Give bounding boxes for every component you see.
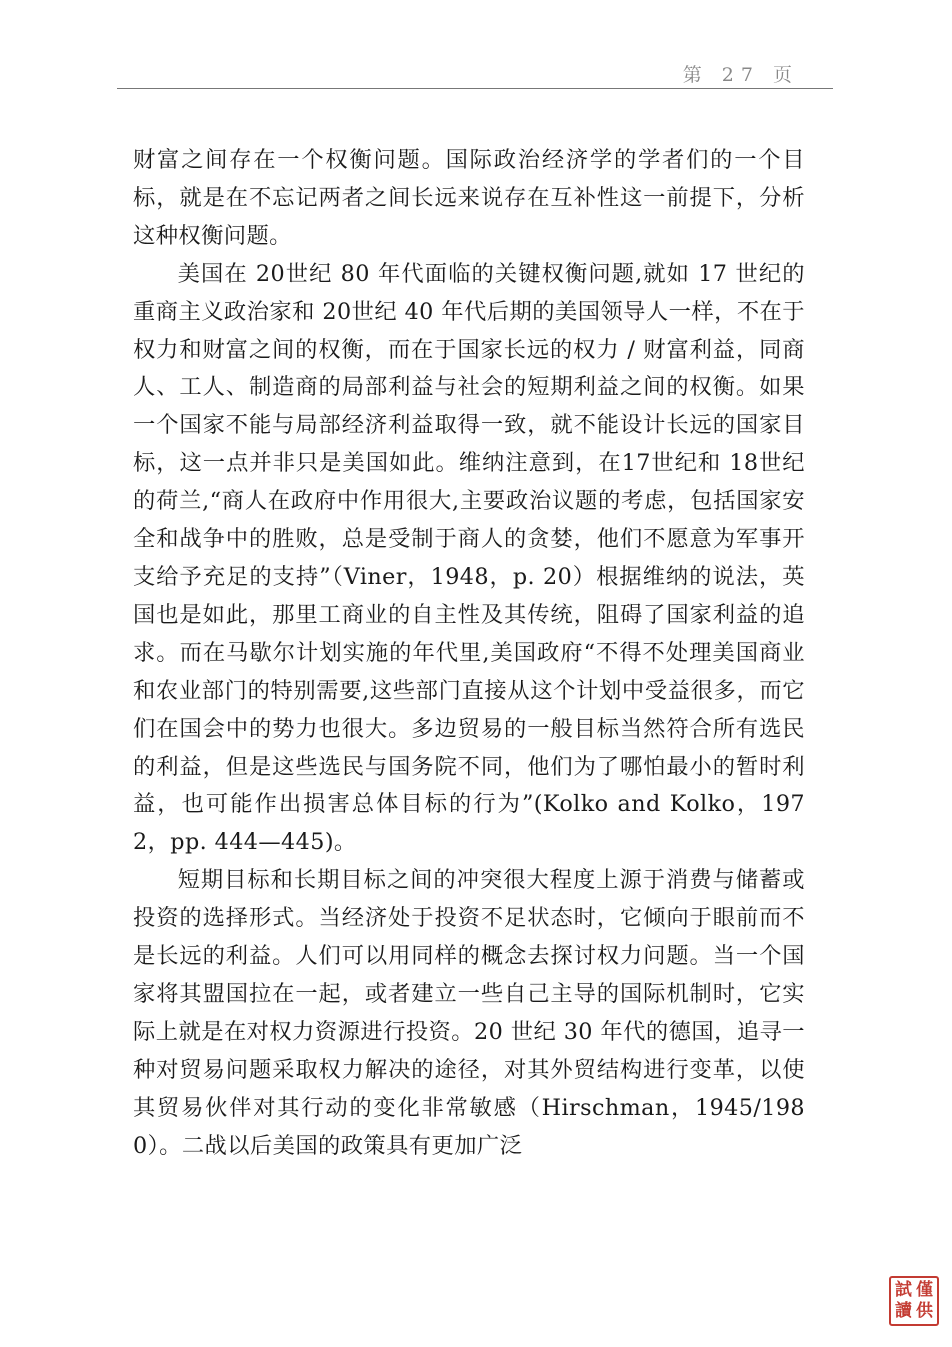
body-text bbox=[133, 142, 805, 1165]
page-header bbox=[117, 58, 833, 89]
paragraph: 财富之间存在一个权衡问题。国际政治经济学的学者们的一个目标，就是在不忘记两者之间长远来说存在互补性这一前提下，分析这种权衡问题。 bbox=[133, 147, 805, 249]
seal-char: 試 bbox=[895, 1280, 912, 1300]
paragraph: 美国在 20世纪 80 年代面临的关键权衡问题,就如 17 世纪的重商主义政治家和 20世纪 40 年代后期的美国领导人一样，不在于权力和财富之间的权衡，而在于国家长远的权力 / 财富利益，同商人、工人、制造商的局部利益与社会的短期利益之间的权衡。如果一个国家不能与局部经济利益取得一致，就不能设计长远的国家目标，这一点并非只是美国如此。维纳注意到，在17世纪和 18世纪的荷兰,“商人在政府中作用很大,主要政治议题的考虑，包括国家安全和战争中的胜败，总是受制于商人的贪婪，他们不愿意为军事开支给予充足的支持”（Viner，1948，p. 20）根据维纳的说法，英国也是如此，那里工商业的自主性及其传统，阻碍了国家利益的追求。而在马歇尔计划实施的年代里,美国政府“不得不处理美国商业和农业部门的特别需要,这些部门直接从这个计划中受益很多，而它们在国会中的势力也很大。多边贸易的一般目标当然符合所有选民的利益，但是这些选民与国务院不同，他们为了哪怕最小的暂时利益，也可能作出损害总体目标的行为”(Kolko and Kolko，1972，pp. 444—445)。 bbox=[133, 260, 805, 856]
seal-char: 讀 bbox=[895, 1301, 912, 1321]
seal-char: 僅 bbox=[916, 1280, 933, 1300]
seal-char: 供 bbox=[916, 1301, 933, 1321]
page-number: 第 27 页 bbox=[682, 64, 799, 86]
paragraph: 短期目标和长期目标之间的冲突很大程度上源于消费与储蓄或投资的选择形式。当经济处于投资不足状态时，它倾向于眼前而不是长远的利益。人们可以用同样的概念去探讨权力问题。当一个国家将其盟国拉在一起，或者建立一些自己主导的国际机制时，它实际上就是在对权力资源进行投资。20 世纪 30 年代的德国，追寻一种对贸易问题采取权力解决的途径，对其外贸结构进行变革，以使其贸易伙伴对其行动的变化非常敏感（Hirschman，1945/1980）。二战以后美国的政策具有更加广泛 bbox=[133, 867, 805, 1159]
trial-reading-seal bbox=[889, 1276, 939, 1326]
